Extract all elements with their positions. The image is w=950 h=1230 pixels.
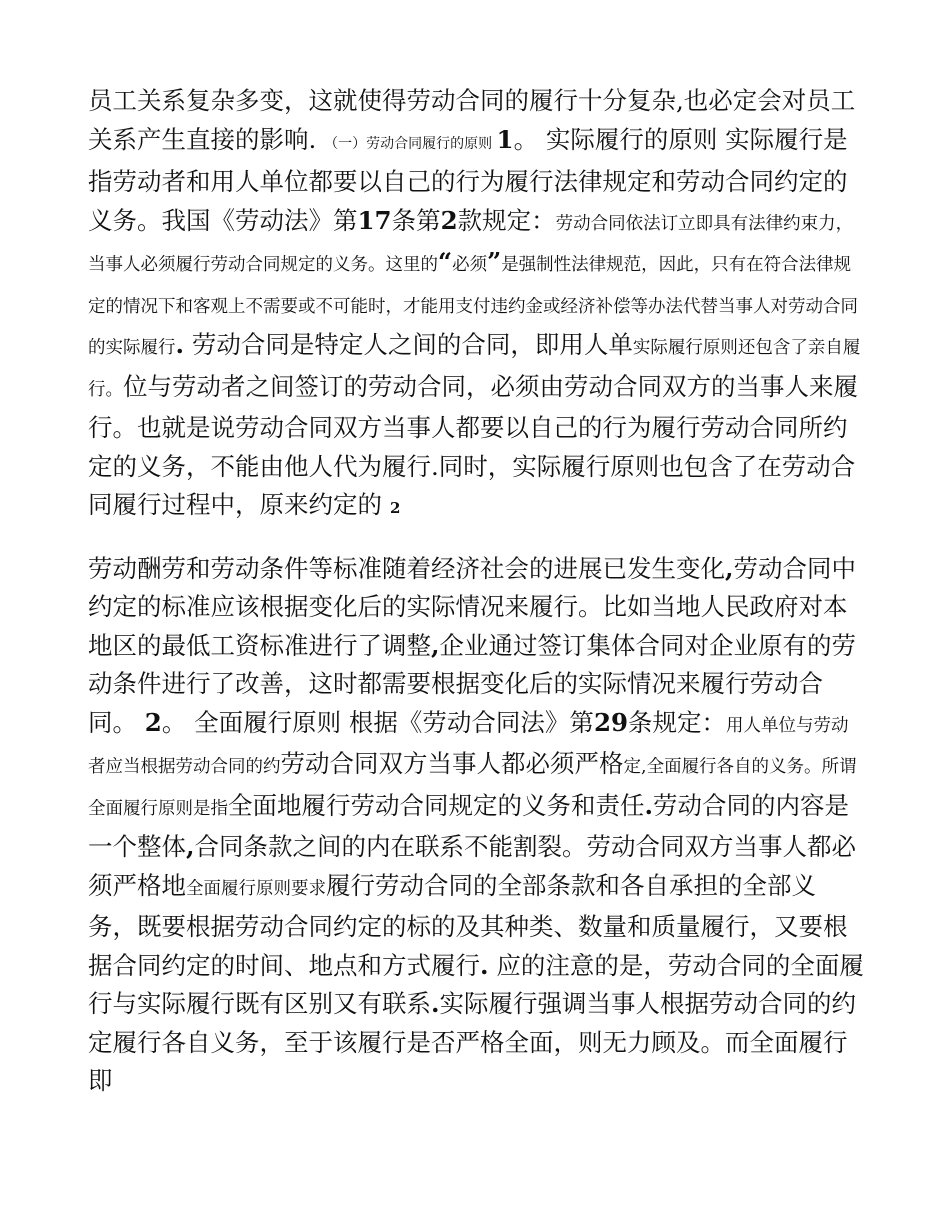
text-run: , (186, 832, 195, 861)
text-run: 劳动酬劳和劳动条件等标准随着经济社会的进展已发生变化 (88, 553, 725, 583)
text-run: 用人单位与劳动者应当根据劳动合同的约 (88, 715, 849, 777)
text-run: 全面地履行劳动合同规定的义务和责任 (228, 790, 645, 820)
text-run: 劳动合同依法订立即具有法律约束力，当事人必须履行劳动合同规定的义务。这里的 (88, 213, 854, 275)
text-run: 全面履行原则要求 (186, 878, 326, 899)
text-run: 是强制性法律规范，因此，只有在符合法律规定的情况下和客观上不需要或不可能时，才能用支付违约金或经济补偿等办法代替当事人对劳动合同的实际履行 (88, 255, 858, 358)
text-run: 劳动合同的内容是一个整体 (88, 790, 850, 861)
text-run: 条规定： (628, 707, 727, 737)
text-run: . (644, 790, 654, 820)
text-run: 1 (496, 124, 514, 154)
text-run: ” (487, 247, 502, 276)
text-run: 款规定： (457, 205, 556, 235)
text-run: 应的注意的是，劳动合同的全面履行与实际履行既有区别又有联系 (88, 950, 864, 1018)
text-run: 17 (357, 205, 392, 235)
text-run: 29 (593, 707, 629, 737)
text-run: 。 全面履行原则 根据《劳动合同法》第 (161, 707, 594, 737)
text-run: “ (438, 247, 453, 276)
document-page (88, 82, 864, 1101)
text-run: , (431, 630, 440, 660)
text-run: 必须 (452, 255, 488, 275)
paragraph-2 (88, 550, 864, 1101)
text-run: . (431, 989, 440, 1018)
text-run: 实际履行原则还包含了亲自履行。 (88, 338, 861, 400)
text-run: , (725, 553, 734, 583)
text-run: 履行劳动合同的全部条款和各自承担的全部义务，既要根据劳动合同约定的标的及其种类、数量和质量履行，又要根据合同约定的时间、地点和方式履行 (88, 870, 848, 980)
text-run: 2 (440, 205, 458, 235)
text-run: 条第 (391, 205, 441, 235)
text-run: 劳动合同中约定的标准应该根据变化后的实际情况来履行。比如当地人民政府对本地区的最低工资标准进行了调整 (88, 553, 857, 660)
paragraph-1 (88, 82, 864, 528)
page-number: 2 (390, 499, 401, 517)
text-run: 员工关系复杂多变，这就使得劳动合同的履行十分复杂,也必定会对员工关系产生直接的影响. (88, 86, 856, 154)
text-run: . (480, 950, 489, 980)
text-run: 实际履行强调当事人根据劳动合同的约定履行各自义务，至于该履行是否严格全面，则无力顾及。而全面履行即 (88, 989, 857, 1095)
text-run: 企业通过签订集体合同对企业原有的劳动条件进行了改善，这时都需要根据变化后的实际情况来履行劳动合同。 (88, 630, 857, 737)
text-run: 劳动合同是特定人之间的合同，即用人单 (184, 330, 633, 359)
text-run: 位与劳动者之间签订的劳动合同，必须由劳动合同双方的当事人来履行。也就是说劳动合同双方当事人都要以自己的行为履行劳动合同所约定的义务，不能由他人代为履行.同时，实际履行原则也包含了在劳动合同履行过程中，原来约定的 (88, 371, 858, 519)
text-run: 定,全面履行各自的义务。所谓全面履行原则是指 (88, 757, 857, 819)
text-run: . (175, 330, 185, 359)
text-run: 。 实际履行的原则 实际履行是指劳动者和用人单位都要以自己的行为履行法律规定和劳动合同约定的义务。我国《劳动法》第 (88, 124, 848, 235)
text-run: （一）劳动合同履行的原则 (324, 135, 497, 152)
text-run: 合同条款之间的内在联系不能割裂。劳动合同双方当事人都必须严格地 (88, 832, 857, 900)
text-run: 劳动合同双方当事人都必须严格 (280, 749, 624, 778)
text-run: 2 (144, 707, 162, 737)
